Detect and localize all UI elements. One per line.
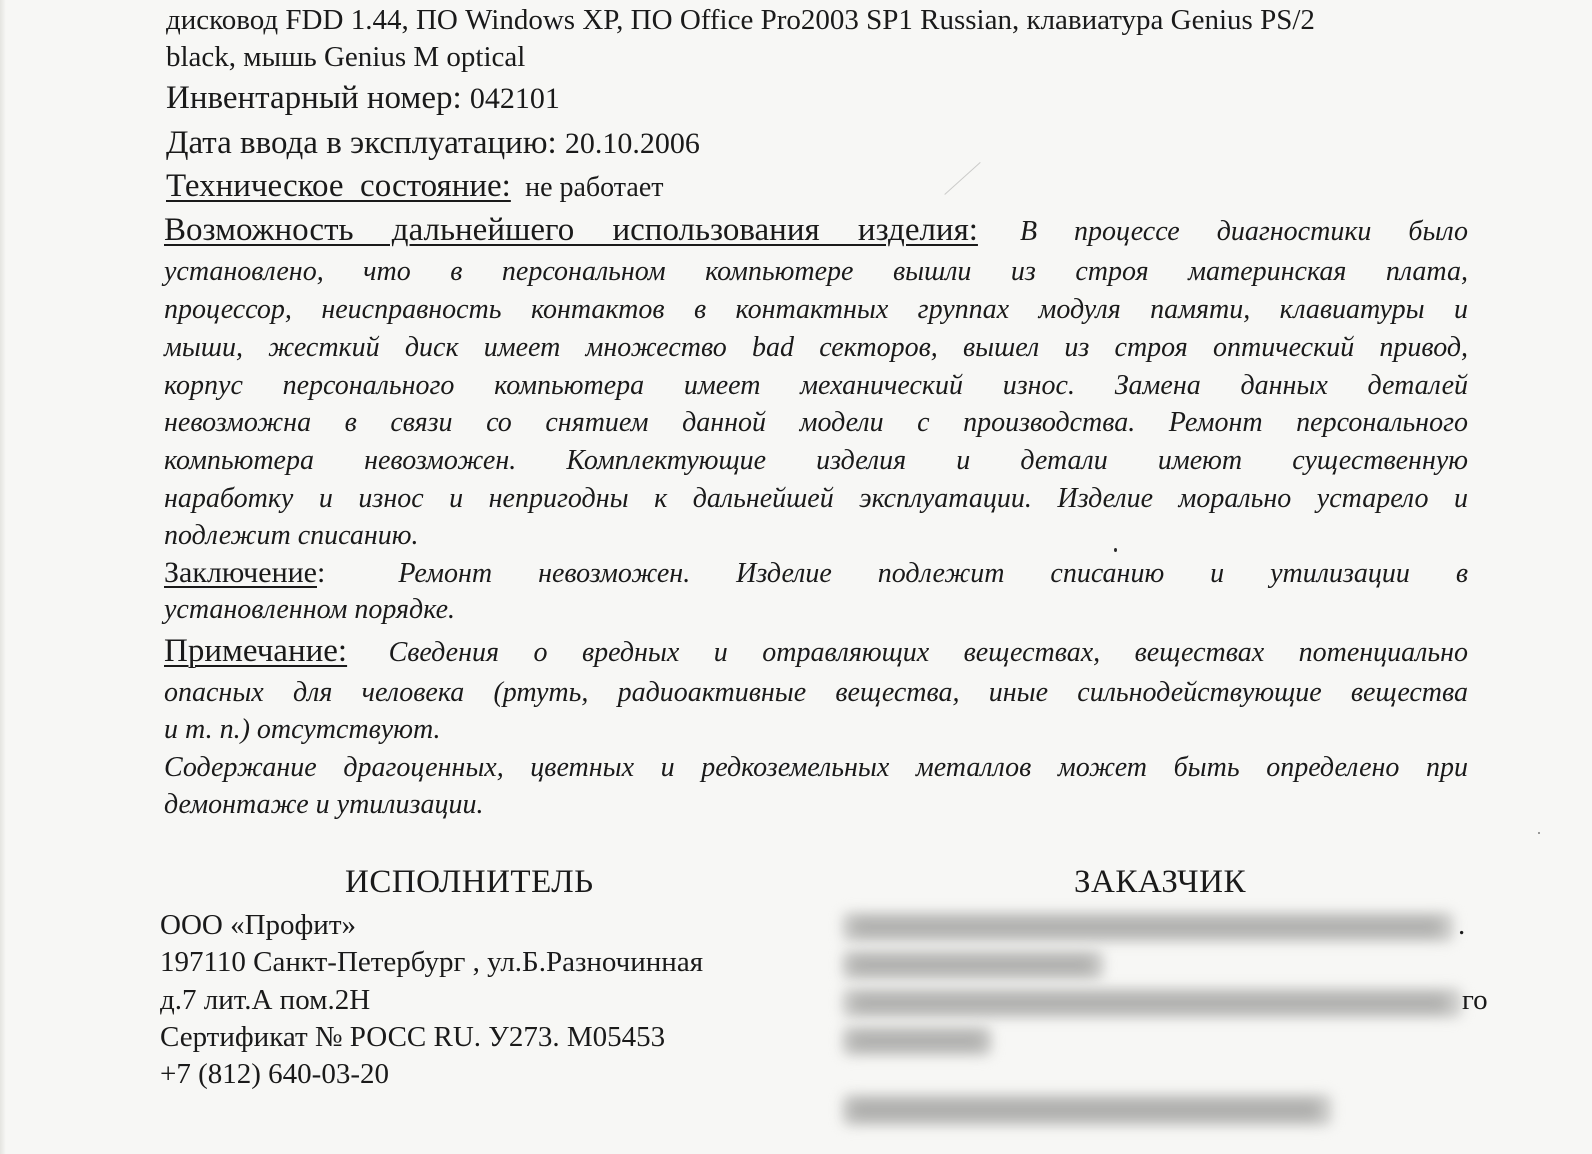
possibility-line-7: компьютера невозможен. Комплектующие изделия и детали имеют существенную <box>164 445 1468 476</box>
possibility-text-start: В процессе диагностики было <box>1019 216 1468 247</box>
executor-title: ИСПОЛНИТЕЛЬ <box>345 864 594 900</box>
conclusion-colon: : <box>317 556 326 589</box>
commission-date-label: Дата ввода в эксплуатацию: <box>166 125 557 161</box>
customer-line-3-end: го <box>1462 984 1488 1016</box>
possibility-line-6: невозможна в связи со снятием данной модели с производства. Ремонт персонального <box>164 407 1468 438</box>
inventory-row <box>166 80 560 117</box>
conclusion-head <box>164 556 325 589</box>
executor-line-5: +7 (812) 640-03-20 <box>160 1058 389 1090</box>
note-line-2: опасных для человека (ртуть, радиоактивные вещества, иные сильнодействующие вещества <box>164 677 1468 708</box>
spec-line-1: дисковод FDD 1.44, ПО Windows XP, ПО Office Pro2003 SP1 Russian, клавиатура Genius PS/2 <box>166 4 1315 36</box>
note-text-start: Сведения о вредных и отравляющих веществах, веществах потенциально <box>388 637 1468 668</box>
scan-scratch <box>944 162 980 195</box>
redacted-line-1-text <box>852 920 1442 934</box>
possibility-line-8: наработку и износ и непригодны к дальнейшей эксплуатации. Изделие морально устарело и <box>164 483 1468 514</box>
possibility-line-3: процессор, неисправность контактов в контактных группах модуля памяти, клавиатуры и <box>164 294 1468 325</box>
redacted-line-2-text <box>850 958 1094 972</box>
scan-dust-2 <box>1538 832 1540 834</box>
tech-state-label: Техническое состояние: <box>166 168 511 204</box>
redacted-line-3-text <box>852 996 1448 1010</box>
executor-line-4: Сертификат № РОСС RU. У273. М05453 <box>160 1021 666 1053</box>
commission-date-value: 20.10.2006 <box>564 127 700 160</box>
note-label: Примечание: <box>164 633 348 669</box>
tech-state-value: не работает <box>525 172 664 203</box>
possibility-line-1 <box>164 212 1468 249</box>
executor-line-2: 197110 Санкт-Петербург , ул.Б.Разночинная <box>160 946 704 978</box>
commission-date-row <box>166 125 700 162</box>
possibility-line-2: установлено, что в персональном компьютере вышли из строя материнская плата, <box>164 256 1468 287</box>
note-line-1 <box>164 633 1468 670</box>
inventory-label: Инвентарный номер: <box>166 80 462 116</box>
redacted-line-5-text <box>850 1102 1320 1118</box>
tech-state-row <box>166 168 663 205</box>
note-line-4: Содержание драгоценных, цветных и редкоземельных металлов может быть определено при <box>164 752 1468 783</box>
conclusion-label: Заключение <box>164 556 317 589</box>
note-line-3: и т. п.) отсутствуют. <box>164 714 441 745</box>
possibility-line-5: корпус персонального компьютера имеет механический износ. Замена данных деталей <box>164 370 1468 401</box>
possibility-line-4: мыши, жесткий диск имеет множество bad секторов, вышел из строя оптический привод, <box>164 332 1468 363</box>
conclusion-line-1 <box>164 556 1468 590</box>
customer-line-1-end: . <box>1458 909 1466 941</box>
conclusion-line-2: установленном порядке. <box>164 594 456 625</box>
scan-edge <box>0 0 6 1154</box>
redacted-line-4-text <box>850 1034 984 1048</box>
possibility-label: Возможность дальнейшего использования изделия: <box>164 212 978 248</box>
conclusion-text-start: Ремонт невозможен. Изделие подлежит списанию и утилизации в <box>398 558 1468 589</box>
scan-dust-1 <box>1114 548 1117 552</box>
note-line-5: демонтаже и утилизации. <box>164 789 484 820</box>
inventory-value: 042101 <box>469 82 560 115</box>
executor-line-1: ООО «Профит» <box>160 909 357 941</box>
customer-title: ЗАКАЗЧИК <box>1074 864 1246 900</box>
spec-line-2: black, мышь Genius M optical <box>166 41 526 73</box>
possibility-line-9: подлежит списанию. <box>164 520 419 551</box>
executor-line-3: д.7 лит.А пом.2Н <box>160 984 371 1016</box>
